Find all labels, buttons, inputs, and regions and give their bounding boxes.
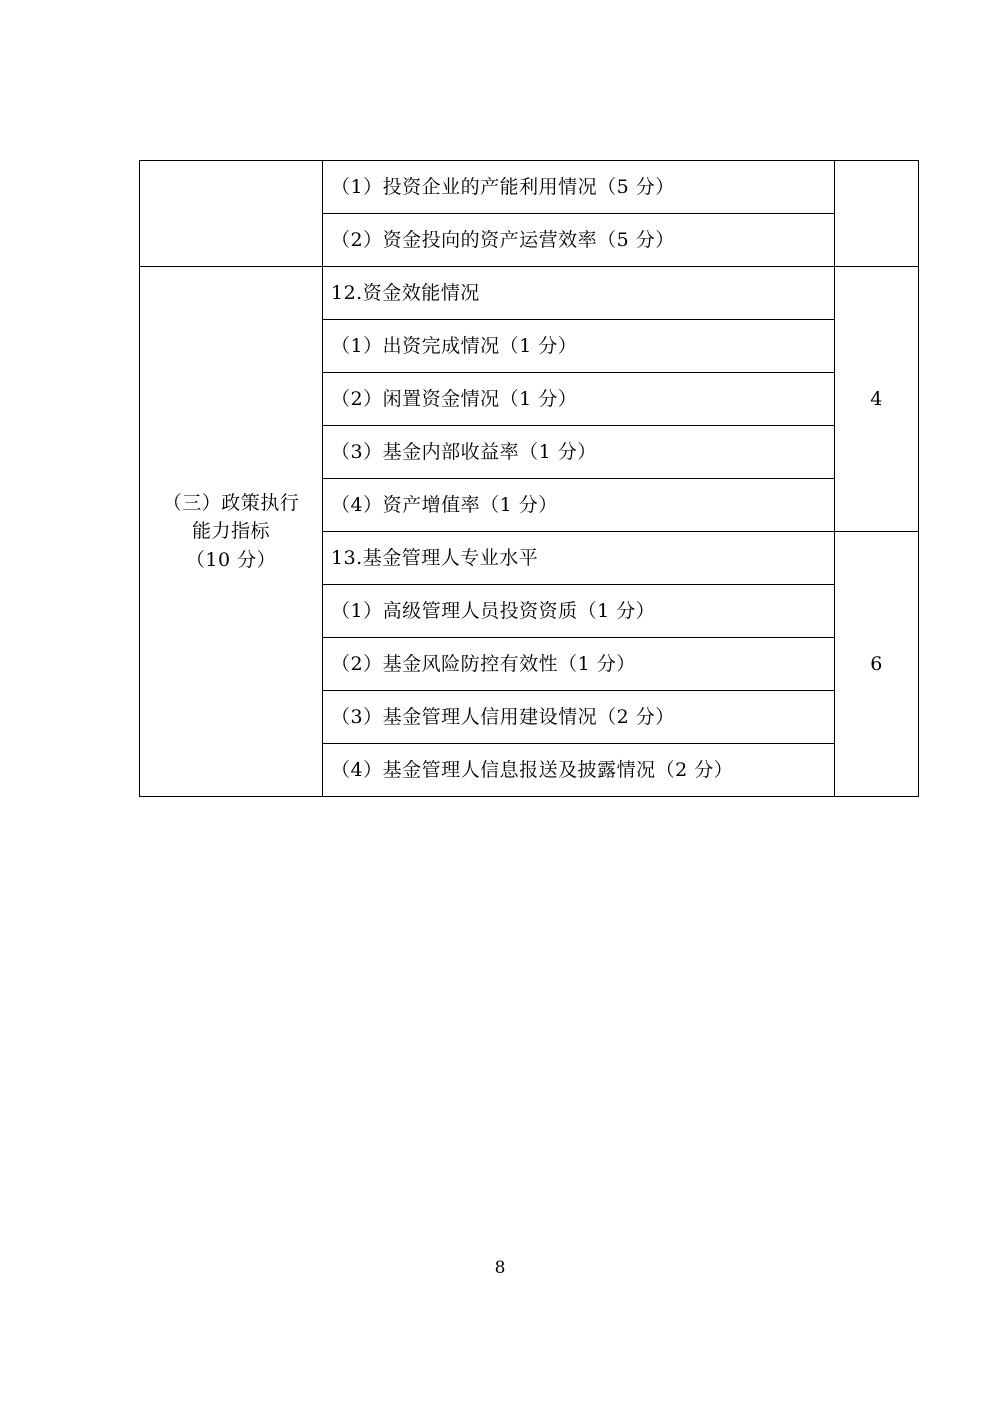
item-cell-group-12: 12.资金效能情况 xyxy=(323,267,835,320)
item-cell: （1）投资企业的产能利用情况（5 分） xyxy=(323,161,835,214)
table-row xyxy=(140,267,919,320)
item-cell: （2）基金风险防控有效性（1 分） xyxy=(323,638,835,691)
item-cell: （2）资金投向的资产运营效率（5 分） xyxy=(323,214,835,267)
item-cell-group-13: 13.基金管理人专业水平 xyxy=(323,532,835,585)
score-cell-empty xyxy=(835,161,919,267)
category-line-3: （10 分） xyxy=(185,548,277,571)
item-cell: （3）基金内部收益率（1 分） xyxy=(323,426,835,479)
score-cell-group-12: 4 xyxy=(835,267,919,532)
item-cell: （2）闲置资金情况（1 分） xyxy=(323,373,835,426)
category-cell-empty xyxy=(140,161,323,267)
score-cell-group-13: 6 xyxy=(835,532,919,797)
item-cell: （3）基金管理人信用建设情况（2 分） xyxy=(323,691,835,744)
category-line-1: （三）政策执行 xyxy=(162,491,300,514)
item-cell: （4）资产增值率（1 分） xyxy=(323,479,835,532)
category-line-2: 能力指标 xyxy=(191,520,270,543)
assessment-table-container xyxy=(139,160,883,797)
item-cell: （1）出资完成情况（1 分） xyxy=(323,320,835,373)
assessment-table xyxy=(139,160,919,797)
table-body xyxy=(140,161,919,797)
page-number: 8 xyxy=(494,1258,506,1278)
item-cell: （4）基金管理人信息报送及披露情况（2 分） xyxy=(323,744,835,797)
table-row xyxy=(140,161,919,214)
category-cell-policy-execution xyxy=(140,267,323,797)
item-cell: （1）高级管理人员投资资质（1 分） xyxy=(323,585,835,638)
